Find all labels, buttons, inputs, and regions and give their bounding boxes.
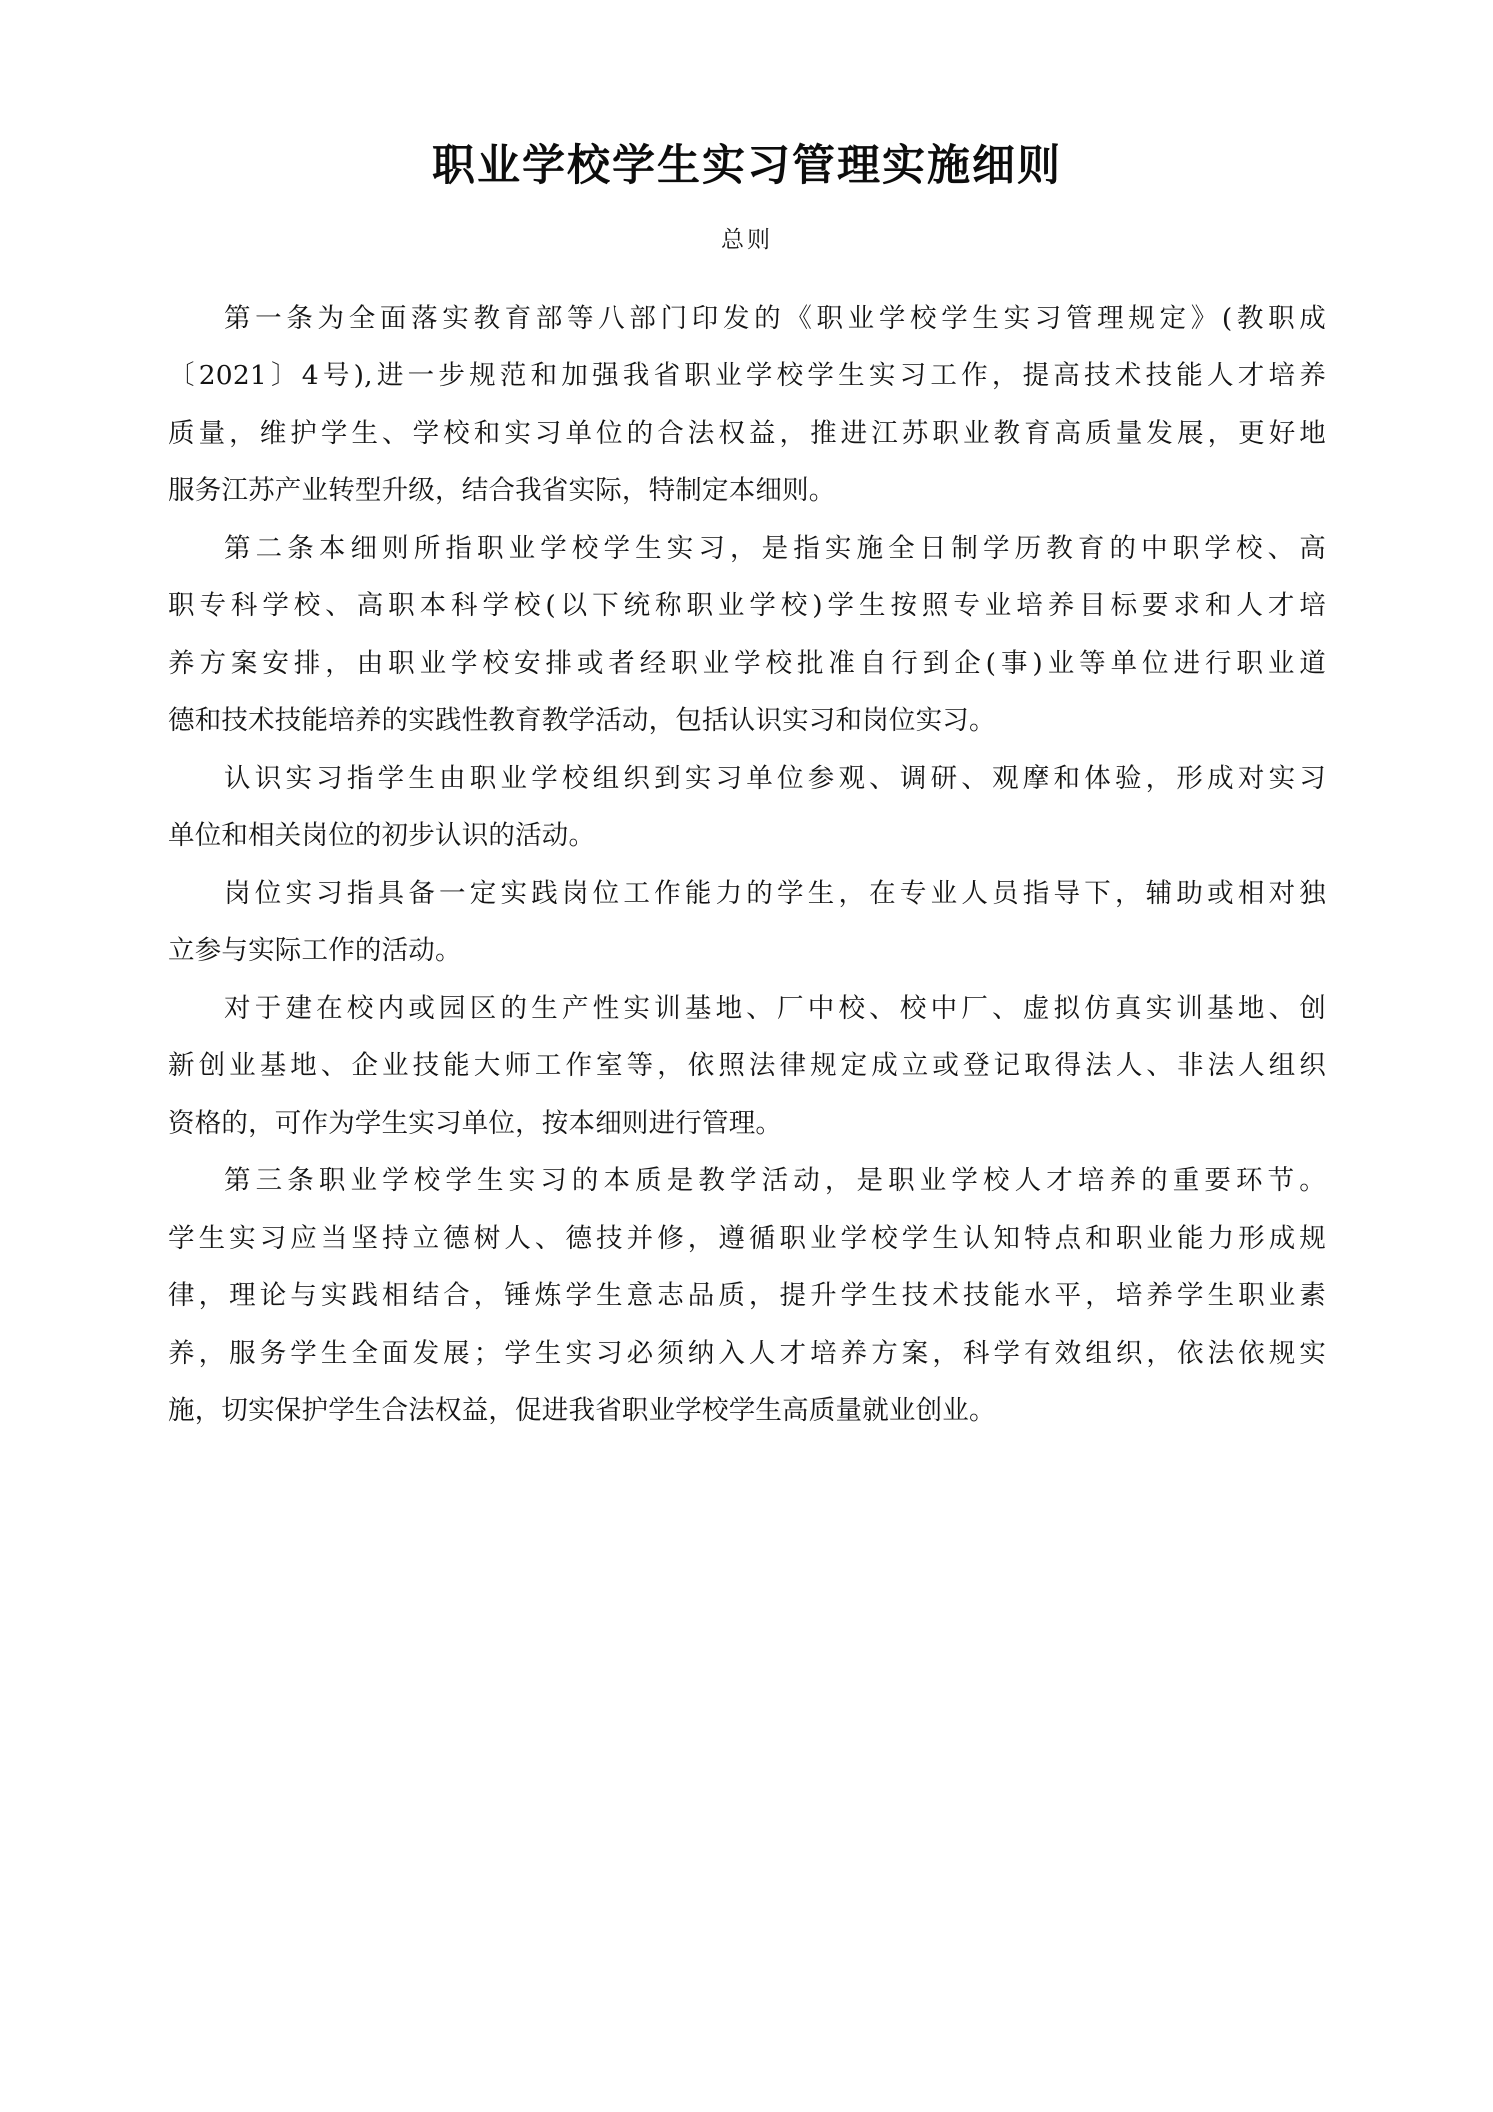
page-title: 职业学校学生实习管理实施细则	[432, 141, 1062, 191]
text-line: 单位和相关岗位的初步认识的活动。	[168, 820, 596, 852]
document-body	[168, 290, 1326, 1440]
document-content	[168, 0, 1326, 1440]
paragraph	[168, 1152, 1326, 1440]
text-line: 德和技术技能培养的实践性教育教学活动，包括认识实习和岗位实习。	[168, 705, 996, 737]
text-line: 职专科学校、高职本科学校(以下统称职业学校)学生按照专业培养目标要求和人才培	[168, 590, 1326, 622]
text-line: 养，服务学生全面发展；学生实习必须纳入人才培养方案，科学有效组织，依法依规实	[168, 1337, 1326, 1369]
text-line: 〔2021〕4号),进一步规范和加强我省职业学校学生实习工作，提高技术技能人才培养	[168, 360, 1326, 392]
paragraph	[168, 750, 1326, 865]
text-line: 质量，维护学生、学校和实习单位的合法权益，推进江苏职业教育高质量发展，更好地	[168, 417, 1326, 449]
text-line: 岗位实习指具备一定实践岗位工作能力的学生，在专业人员指导下，辅助或相对独	[224, 877, 1326, 909]
paragraph	[168, 290, 1326, 520]
paragraph	[168, 980, 1326, 1153]
document-subtitle: 总则	[721, 226, 773, 253]
text-line: 服务江苏产业转型升级，结合我省实际，特制定本细则。	[168, 475, 836, 507]
text-line: 对于建在校内或园区的生产性实训基地、厂中校、校中厂、虚拟仿真实训基地、创	[224, 992, 1326, 1024]
text-line: 施，切实保护学生合法权益，促进我省职业学校学生高质量就业创业。	[168, 1395, 996, 1427]
text-line: 立参与实际工作的活动。	[168, 935, 462, 967]
text-line: 第三条职业学校学生实习的本质是教学活动，是职业学校人才培养的重要环节。	[224, 1165, 1326, 1197]
paragraph	[168, 865, 1326, 980]
text-line: 律，理论与实践相结合，锤炼学生意志品质，提升学生技术技能水平，培养学生职业素	[168, 1280, 1326, 1312]
text-line: 认识实习指学生由职业学校组织到实习单位参观、调研、观摩和体验，形成对实习	[224, 762, 1326, 794]
text-line: 学生实习应当坚持立德树人、德技并修，遵循职业学校学生认知特点和职业能力形成规	[168, 1222, 1326, 1254]
paragraph	[168, 520, 1326, 750]
text-line: 新创业基地、企业技能大师工作室等，依照法律规定成立或登记取得法人、非法人组织	[168, 1050, 1326, 1082]
text-line: 养方案安排，由职业学校安排或者经职业学校批准自行到企(事)业等单位进行职业道	[168, 647, 1326, 679]
text-line: 第二条本细则所指职业学校学生实习，是指实施全日制学历教育的中职学校、高	[224, 532, 1326, 564]
text-line: 资格的，可作为学生实习单位，按本细则进行管理。	[168, 1107, 783, 1139]
text-line: 第一条为全面落实教育部等八部门印发的《职业学校学生实习管理规定》(教职成	[224, 302, 1326, 334]
